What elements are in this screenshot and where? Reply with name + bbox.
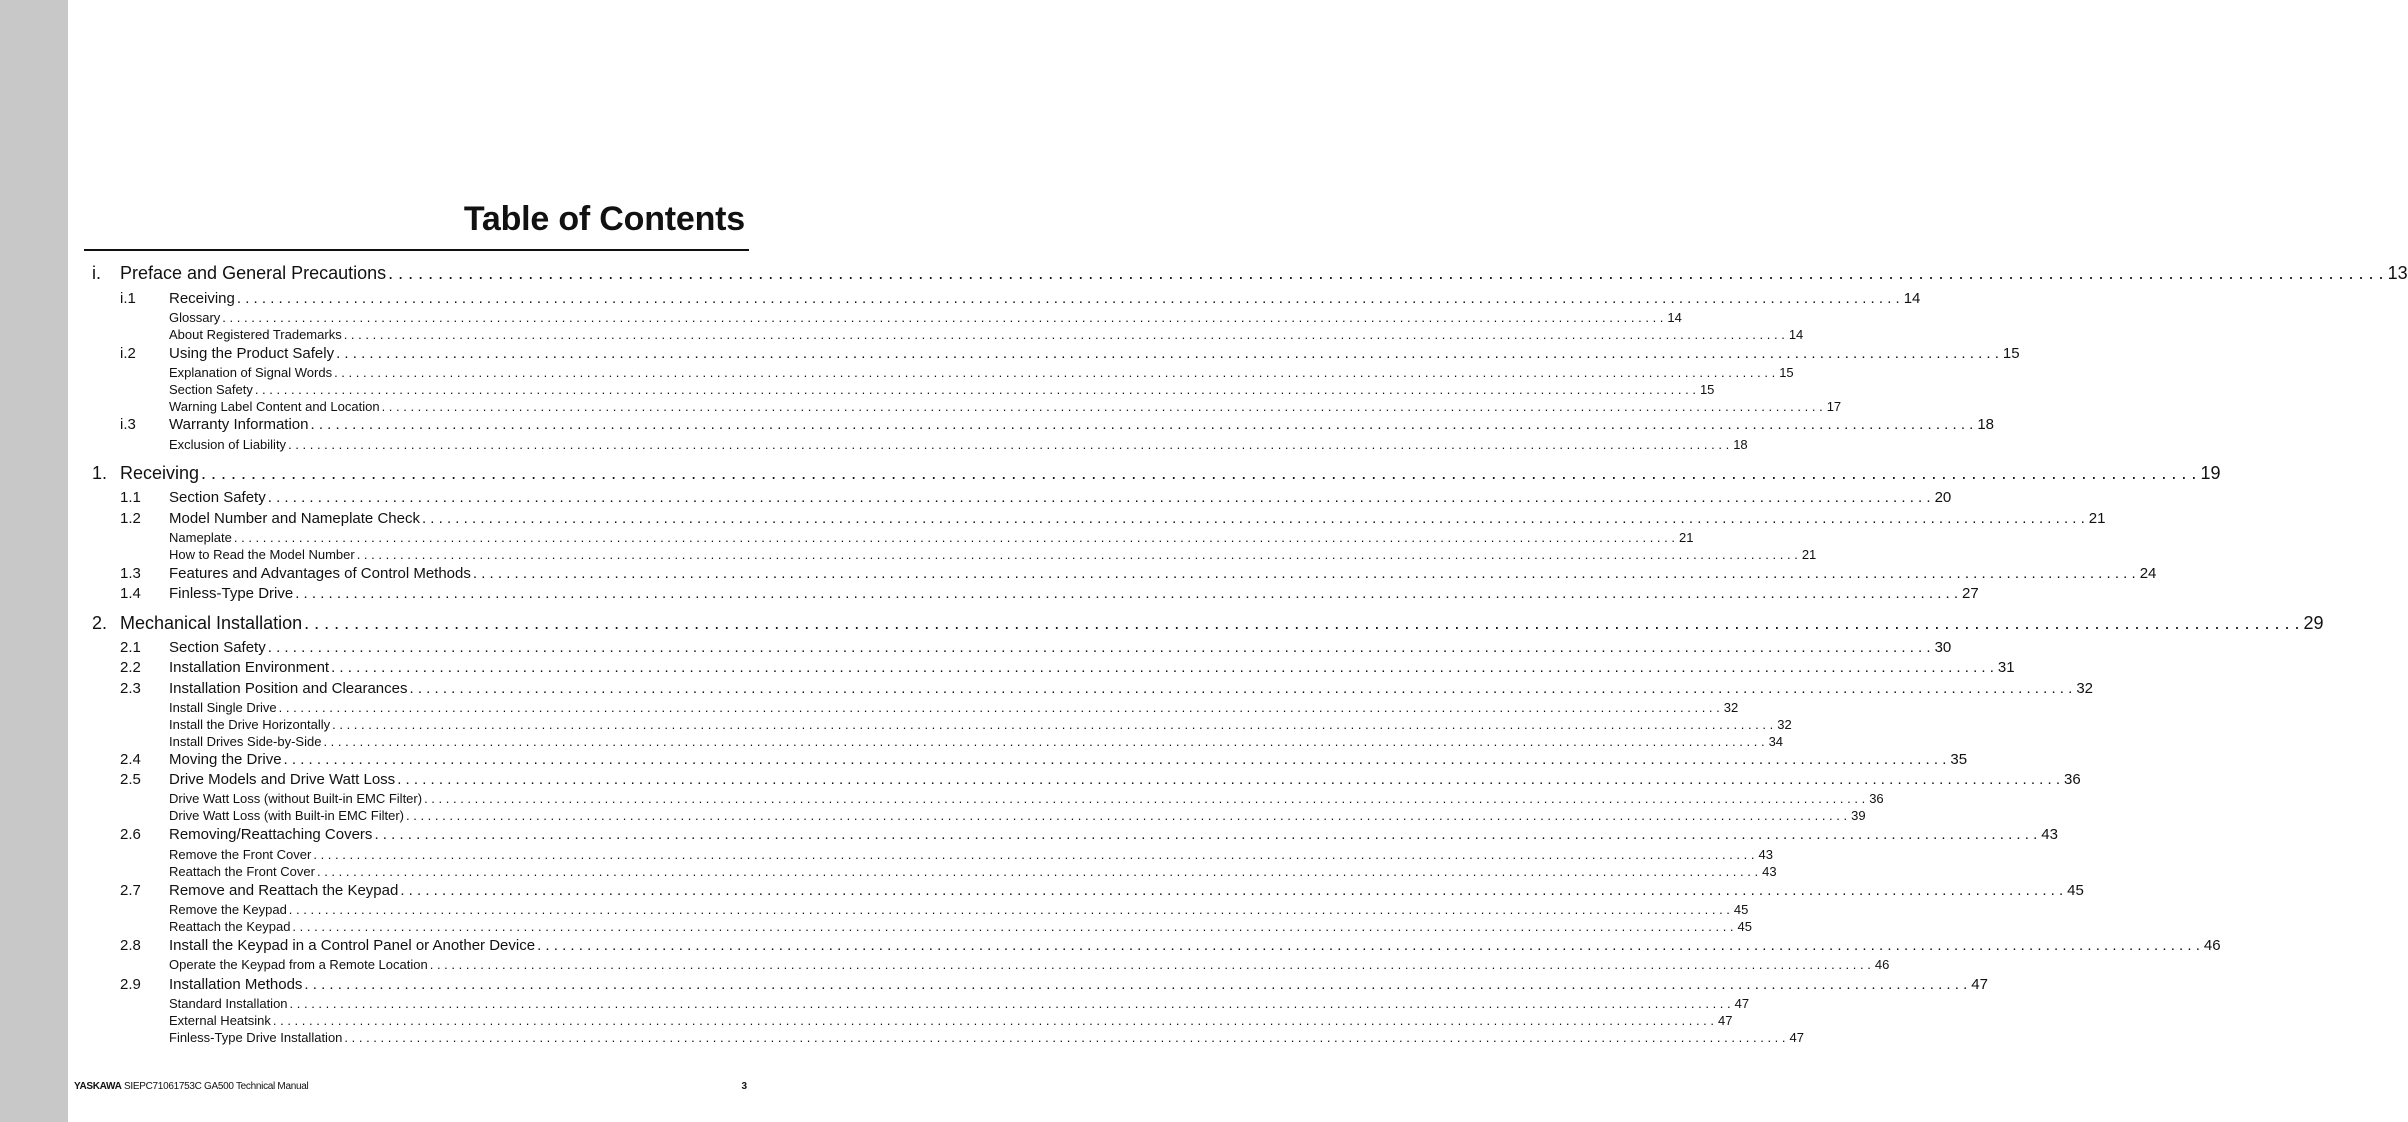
toc-dot-leader: . . . . . . . . . . . . . . . . . . . . . . . . . . . . . . . . . . . . . . . . . . . . . . . . . . . . . . . . . . . . . . . . . . . . . . . . . . . . . . . . . . . . . . . . . . . . . . . . . . . . . . . . . . . . . . . . . . . . . . . . . . . . . . . . . . . . . . . . . . . . . . . . . . . . . . . . . . . . . . . . . . . . . . . . . . . . . . . . . . . . . . . . . . . . . . . . . . . . . . . . [289, 996, 1731, 1011]
toc-dot-leader: . . . . . . . . . . . . . . . . . . . . . . . . . . . . . . . . . . . . . . . . . . . . . . . . . . . . . . . . . . . . . . . . . . . . . . . . . . . . . . . . . . . . . . . . . . . . . . . . . . . . . . . . . . . . . . . . . . . . . . . . . . . . . . . . . . . . . . . . . . . . . . . . . . . . . . . . . . . . . . . . . . . . . . . . . . . . . . . . . . . . . . . . . . . . . . . . . . . . . . . . [304, 613, 2300, 633]
toc-dot-leader: . . . . . . . . . . . . . . . . . . . . . . . . . . . . . . . . . . . . . . . . . . . . . . . . . . . . . . . . . . . . . . . . . . . . . . . . . . . . . . . . . . . . . . . . . . . . . . . . . . . . . . . . . . . . . . . . . . . . . . . . . . . . . . . . . . . . . . . . . . . . . . . . . . . . . . . . . . . . . . . . . . . . . . . . . . . . . . . . . . . . . . . . . . . . . . . . . . . . . . . . [323, 734, 1765, 749]
toc-entry-page: 32 [1777, 717, 1792, 732]
toc-entry-title: Reattach the Front Cover [169, 864, 315, 879]
toc-entry-title: Warning Label Content and Location [169, 399, 380, 414]
toc-entry-title: Section Safety [169, 489, 266, 506]
toc-entry-title: Remove the Keypad [169, 902, 287, 917]
toc-entry[interactable] [0, 957, 1890, 974]
toc-dot-leader: . . . . . . . . . . . . . . . . . . . . . . . . . . . . . . . . . . . . . . . . . . . . . . . . . . . . . . . . . . . . . . . . . . . . . . . . . . . . . . . . . . . . . . . . . . . . . . . . . . . . . . . . . . . . . . . . . . . . . . . . . . . . . . . . . . . . . . . . . . . . . . . . . . . . . . . . . . . . . . . . . . . . . . . . . . . . . . . . . . . . . . . . . . . . . . . . . . . . . . . . [201, 463, 2197, 483]
toc-entry[interactable] [0, 437, 1748, 454]
toc-dot-leader: . . . . . . . . . . . . . . . . . . . . . . . . . . . . . . . . . . . . . . . . . . . . . . . . . . . . . . . . . . . . . . . . . . . . . . . . . . . . . . . . . . . . . . . . . . . . . . . . . . . . . . . . . . . . . . . . . . . . . . . . . . . . . . . . . . . . . . . . . . . . . . . . . . . . . . . . . . . . . . . . . . . . . . . . . . . . . . . . . . . . . . . . . . . . . . . . . . . . . . . . [236, 290, 1900, 307]
toc-entry[interactable] [0, 902, 1749, 919]
toc-entry[interactable] [0, 327, 1804, 344]
toc-entry[interactable] [0, 937, 2221, 957]
toc-entry[interactable] [0, 1030, 1804, 1047]
toc-entry-title: Remove the Front Cover [169, 847, 312, 862]
toc-dot-leader: . . . . . . . . . . . . . . . . . . . . . . . . . . . . . . . . . . . . . . . . . . . . . . . . . . . . . . . . . . . . . . . . . . . . . . . . . . . . . . . . . . . . . . . . . . . . . . . . . . . . . . . . . . . . . . . . . . . . . . . . . . . . . . . . . . . . . . . . . . . . . . . . . . . . . . . . . . . . . . . . . . . . . . . . . . . . . . . . . . . . . . . . . . . . . . . . . . . . . . . . [310, 416, 1974, 433]
toc-dot-leader: . . . . . . . . . . . . . . . . . . . . . . . . . . . . . . . . . . . . . . . . . . . . . . . . . . . . . . . . . . . . . . . . . . . . . . . . . . . . . . . . . . . . . . . . . . . . . . . . . . . . . . . . . . . . . . . . . . . . . . . . . . . . . . . . . . . . . . . . . . . . . . . . . . . . . . . . . . . . . . . . . . . . . . . . . . . . . . . . . . . . . . . . . . . . . . . . . . . . . . . . [254, 382, 1696, 397]
toc-dot-leader: . . . . . . . . . . . . . . . . . . . . . . . . . . . . . . . . . . . . . . . . . . . . . . . . . . . . . . . . . . . . . . . . . . . . . . . . . . . . . . . . . . . . . . . . . . . . . . . . . . . . . . . . . . . . . . . . . . . . . . . . . . . . . . . . . . . . . . . . . . . . . . . . . . . . . . . . . . . . . . . . . . . . . . . . . . . . . . . . . . . . . . . . . . . . . . . . . . . . . . . . [267, 639, 1931, 656]
toc-dot-leader: . . . . . . . . . . . . . . . . . . . . . . . . . . . . . . . . . . . . . . . . . . . . . . . . . . . . . . . . . . . . . . . . . . . . . . . . . . . . . . . . . . . . . . . . . . . . . . . . . . . . . . . . . . . . . . . . . . . . . . . . . . . . . . . . . . . . . . . . . . . . . . . . . . . . . . . . . . . . . . . . . . . . . . . . . . . . . . . . . . . . . . . . . . . . . . . . . . . . . . . . [288, 437, 1730, 452]
toc-dot-leader: . . . . . . . . . . . . . . . . . . . . . . . . . . . . . . . . . . . . . . . . . . . . . . . . . . . . . . . . . . . . . . . . . . . . . . . . . . . . . . . . . . . . . . . . . . . . . . . . . . . . . . . . . . . . . . . . . . . . . . . . . . . . . . . . . . . . . . . . . . . . . . . . . . . . . . . . . . . . . . . . . . . . . . . . . . . . . . . . . . . . . . . . . . . . . . . . . . . . . . . . [316, 864, 1759, 879]
toc-entry[interactable] [0, 734, 1784, 751]
toc-dot-leader: . . . . . . . . . . . . . . . . . . . . . . . . . . . . . . . . . . . . . . . . . . . . . . . . . . . . . . . . . . . . . . . . . . . . . . . . . . . . . . . . . . . . . . . . . . . . . . . . . . . . . . . . . . . . . . . . . . . . . . . . . . . . . . . . . . . . . . . . . . . . . . . . . . . . . . . . . . . . . . . . . . . . . . . . . . . . . . . . . . . . . . . . . . . . . . . . . . . . . . . . [374, 826, 2038, 843]
toc-dot-leader: . . . . . . . . . . . . . . . . . . . . . . . . . . . . . . . . . . . . . . . . . . . . . . . . . . . . . . . . . . . . . . . . . . . . . . . . . . . . . . . . . . . . . . . . . . . . . . . . . . . . . . . . . . . . . . . . . . . . . . . . . . . . . . . . . . . . . . . . . . . . . . . . . . . . . . . . . . . . . . . . . . . . . . . . . . . . . . . . . . . . . . . . . . . . . . . . . . . . . . . . [222, 310, 1664, 325]
toc-entry[interactable] [0, 613, 2324, 637]
page-title: Table of Contents [463, 200, 745, 238]
toc-entry-title: Exclusion of Liability [169, 437, 287, 452]
toc-entry-title: How to Read the Model Number [169, 547, 355, 562]
toc-dot-leader: . . . . . . . . . . . . . . . . . . . . . . . . . . . . . . . . . . . . . . . . . . . . . . . . . . . . . . . . . . . . . . . . . . . . . . . . . . . . . . . . . . . . . . . . . . . . . . . . . . . . . . . . . . . . . . . . . . . . . . . . . . . . . . . . . . . . . . . . . . . . . . . . . . . . . . . . . . . . . . . . . . . . . . . . . . . . . . . . . . . . . . . . . . . . . . . . . . . . . . . . [334, 365, 1776, 380]
toc-entry[interactable] [0, 919, 1753, 936]
toc-entry-title: Finless-Type Drive [169, 585, 294, 602]
toc-entry-title: Installation Environment [169, 659, 330, 676]
toc-entry[interactable] [0, 1013, 1733, 1030]
toc-entry-page: 47 [1789, 1030, 1804, 1045]
toc-entry[interactable] [0, 700, 1739, 717]
toc-entry-title: Glossary [169, 310, 221, 325]
toc-entry-number: 1. [92, 463, 108, 483]
toc-entry-page: 15 [2002, 345, 2020, 362]
footer-manual-name [74, 1081, 308, 1092]
toc-entry-page: 34 [1768, 734, 1784, 749]
toc-entry-page: 35 [1950, 751, 1968, 768]
toc-dot-leader: . . . . . . . . . . . . . . . . . . . . . . . . . . . . . . . . . . . . . . . . . . . . . . . . . . . . . . . . . . . . . . . . . . . . . . . . . . . . . . . . . . . . . . . . . . . . . . . . . . . . . . . . . . . . . . . . . . . . . . . . . . . . . . . . . . . . . . . . . . . . . . . . . . . . . . . . . . . . . . . . . . . . . . . . . . . . . . . . . . . . . . . . . . . . . . . . . . . . . . . . [472, 565, 2136, 582]
toc-dot-leader: . . . . . . . . . . . . . . . . . . . . . . . . . . . . . . . . . . . . . . . . . . . . . . . . . . . . . . . . . . . . . . . . . . . . . . . . . . . . . . . . . . . . . . . . . . . . . . . . . . . . . . . . . . . . . . . . . . . . . . . . . . . . . . . . . . . . . . . . . . . . . . . . . . . . . . . . . . . . . . . . . . . . . . . . . . . . . . . . . . . . . . . . . . . . . . . . . . . . . . . . [278, 700, 1720, 715]
toc-entry-page: 47 [1718, 1013, 1733, 1028]
toc-entry-number: 1.3 [120, 565, 141, 582]
toc-dot-leader: . . . . . . . . . . . . . . . . . . . . . . . . . . . . . . . . . . . . . . . . . . . . . . . . . . . . . . . . . . . . . . . . . . . . . . . . . . . . . . . . . . . . . . . . . . . . . . . . . . . . . . . . . . . . . . . . . . . . . . . . . . . . . . . . . . . . . . . . . . . . . . . . . . . . . . . . . . . . . . . . . . . . . . . . . . . . . . . . . . . . . . . . . . . . . . . . . . . . . . . . [272, 1013, 1715, 1028]
toc-entry-page: 36 [1869, 791, 1884, 806]
toc-entry-number: 2.6 [120, 826, 141, 843]
toc-entry-number: i.2 [120, 345, 136, 362]
toc-dot-leader: . . . . . . . . . . . . . . . . . . . . . . . . . . . . . . . . . . . . . . . . . . . . . . . . . . . . . . . . . . . . . . . . . . . . . . . . . . . . . . . . . . . . . . . . . . . . . . . . . . . . . . . . . . . . . . . . . . . . . . . . . . . . . . . . . . . . . . . . . . . . . . . . . . . . . . . . . . . . . . . . . . . . . . . . . . . . . . . . . . . . . . . . . . . . . . . . . . . . . . . . [429, 957, 1871, 972]
toc-entry[interactable] [0, 530, 1694, 547]
toc-entry[interactable] [0, 826, 2058, 846]
toc-entry-number: 2.3 [120, 680, 141, 697]
toc-dot-leader: . . . . . . . . . . . . . . . . . . . . . . . . . . . . . . . . . . . . . . . . . . . . . . . . . . . . . . . . . . . . . . . . . . . . . . . . . . . . . . . . . . . . . . . . . . . . . . . . . . . . . . . . . . . . . . . . . . . . . . . . . . . . . . . . . . . . . . . . . . . . . . . . . . . . . . . . . . . . . . . . . . . . . . . . . . . . . . . . . . . . . . . . . . . . . . . . . . . . . . . . [381, 399, 1823, 414]
toc-entry-title: Install the Keypad in a Control Panel or Another Device [169, 937, 536, 954]
toc-entry-page: 45 [2067, 882, 2084, 899]
toc-entry-title: Mechanical Installation [120, 613, 303, 633]
toc-entry[interactable] [0, 717, 1792, 734]
toc-entry-title: Install Single Drive [169, 700, 277, 715]
toc-entry-title: Finless-Type Drive Installation [169, 1030, 343, 1045]
toc-entry[interactable] [0, 882, 2084, 902]
toc-dot-leader: . . . . . . . . . . . . . . . . . . . . . . . . . . . . . . . . . . . . . . . . . . . . . . . . . . . . . . . . . . . . . . . . . . . . . . . . . . . . . . . . . . . . . . . . . . . . . . . . . . . . . . . . . . . . . . . . . . . . . . . . . . . . . . . . . . . . . . . . . . . . . . . . . . . . . . . . . . . . . . . . . . . . . . . . . . . . . . . . . . . . . . . . . . . . . . . . . . . . . . . . [421, 510, 2085, 527]
footer-brand: YASKAWA [74, 1081, 122, 1092]
toc-entry[interactable] [0, 808, 1866, 825]
toc-dot-leader: . . . . . . . . . . . . . . . . . . . . . . . . . . . . . . . . . . . . . . . . . . . . . . . . . . . . . . . . . . . . . . . . . . . . . . . . . . . . . . . . . . . . . . . . . . . . . . . . . . . . . . . . . . . . . . . . . . . . . . . . . . . . . . . . . . . . . . . . . . . . . . . . . . . . . . . . . . . . . . . . . . . . . . . . . . . . . . . . . . . . . . . . . . . . . . . . . . . . . . . . [233, 530, 1675, 545]
toc-entry[interactable] [0, 399, 1842, 416]
toc-entry-number: 2.4 [120, 751, 141, 768]
toc-entry-number: 2.5 [120, 771, 141, 788]
toc-entry-number: 2.2 [120, 659, 141, 676]
toc-entry-page: 21 [2088, 510, 2106, 527]
toc-entry[interactable] [0, 463, 2221, 487]
toc-entry-page: 30 [1934, 639, 1952, 656]
toc-entry-page: 31 [1997, 659, 2015, 676]
toc-entry-number: i.3 [120, 416, 136, 433]
toc-entry-page: 39 [1851, 808, 1866, 823]
toc-entry-page: 14 [1903, 290, 1921, 307]
toc-entry-title: Standard Installation [169, 996, 288, 1011]
toc-entry-title: Section Safety [169, 639, 266, 656]
toc-entry[interactable] [0, 290, 1921, 310]
footer-page-number: 3 [741, 1081, 747, 1092]
toc-entry-title: Features and Advantages of Control Methods [169, 565, 471, 582]
toc-entry-title: Installation Methods [169, 976, 303, 993]
toc-entry-page: 18 [1733, 437, 1748, 452]
toc-entry-page: 27 [1962, 585, 1979, 602]
toc-entry-number: 1.4 [120, 585, 141, 602]
toc-entry-page: 21 [1679, 530, 1694, 545]
toc-entry-page: 45 [1737, 919, 1753, 934]
toc-entry-title: Drive Models and Drive Watt Loss [169, 771, 396, 788]
toc-entry-page: 14 [1788, 327, 1804, 342]
toc-entry[interactable] [0, 585, 1979, 605]
toc-entry-number: 1.2 [120, 510, 141, 527]
toc-entry[interactable] [0, 510, 2106, 530]
toc-entry[interactable] [0, 639, 1952, 659]
toc-entry-number: i. [92, 263, 101, 283]
toc-entry-title: Reattach the Keypad [169, 919, 291, 934]
toc-entry-page: 46 [1874, 957, 1890, 972]
toc-entry[interactable] [0, 310, 1682, 327]
toc-entry[interactable] [0, 771, 2081, 791]
toc-entry-title: Using the Product Safely [169, 345, 335, 362]
toc-entry-title: Preface and General Precautions [120, 263, 387, 283]
toc-dot-leader: . . . . . . . . . . . . . . . . . . . . . . . . . . . . . . . . . . . . . . . . . . . . . . . . . . . . . . . . . . . . . . . . . . . . . . . . . . . . . . . . . . . . . . . . . . . . . . . . . . . . . . . . . . . . . . . . . . . . . . . . . . . . . . . . . . . . . . . . . . . . . . . . . . . . . . . . . . . . . . . . . . . . . . . . . . . . . . . . . . . . . . . . . . . . . . . . . . . . . . . . [332, 717, 1774, 732]
toc-entry[interactable] [0, 565, 2157, 585]
toc-entry-number: 2.8 [120, 937, 141, 954]
toc-entry-title: Moving the Drive [169, 751, 282, 768]
toc-entry[interactable] [0, 791, 1884, 808]
toc-dot-leader: . . . . . . . . . . . . . . . . . . . . . . . . . . . . . . . . . . . . . . . . . . . . . . . . . . . . . . . . . . . . . . . . . . . . . . . . . . . . . . . . . . . . . . . . . . . . . . . . . . . . . . . . . . . . . . . . . . . . . . . . . . . . . . . . . . . . . . . . . . . . . . . . . . . . . . . . . . . . . . . . . . . . . . . . . . . . . . . . . . . . . . . . . . . . . . . . . . . . . . . . [344, 1030, 1786, 1045]
toc-entry[interactable] [0, 263, 2408, 287]
toc-entry-page: 15 [1699, 382, 1715, 397]
toc-entry[interactable] [0, 659, 2015, 679]
toc-entry[interactable] [0, 864, 1777, 881]
toc-entry-page: 36 [2064, 771, 2081, 788]
toc-entry[interactable] [0, 996, 1750, 1013]
toc-entry-page: 14 [1667, 310, 1682, 325]
toc-dot-leader: . . . . . . . . . . . . . . . . . . . . . . . . . . . . . . . . . . . . . . . . . . . . . . . . . . . . . . . . . . . . . . . . . . . . . . . . . . . . . . . . . . . . . . . . . . . . . . . . . . . . . . . . . . . . . . . . . . . . . . . . . . . . . . . . . . . . . . . . . . . . . . . . . . . . . . . . . . . . . . . . . . . . . . . . . . . . . . . . . . . . . . . . . . . . . . . . . . . . . . . . [356, 547, 1798, 562]
toc-entry-page: 21 [1801, 547, 1817, 562]
toc-entry-title: Installation Position and Clearances [169, 680, 408, 697]
toc-entry[interactable] [0, 416, 1995, 436]
toc-entry-title: Drive Watt Loss (with Built-in EMC Filter) [169, 808, 404, 823]
toc-dot-leader: . . . . . . . . . . . . . . . . . . . . . . . . . . . . . . . . . . . . . . . . . . . . . . . . . . . . . . . . . . . . . . . . . . . . . . . . . . . . . . . . . . . . . . . . . . . . . . . . . . . . . . . . . . . . . . . . . . . . . . . . . . . . . . . . . . . . . . . . . . . . . . . . . . . . . . . . . . . . . . . . . . . . . . . . . . . . . . . . . . . . . . . . . . . . . . . . . . . . . . . . [283, 751, 1947, 768]
toc-entry[interactable] [0, 847, 1773, 864]
toc-entry[interactable] [0, 345, 2020, 365]
toc-entry-page: 47 [1971, 976, 1988, 993]
toc-entry-page: 29 [2303, 613, 2324, 633]
toc-entry-title: Install Drives Side-by-Side [169, 734, 322, 749]
toc-dot-leader: . . . . . . . . . . . . . . . . . . . . . . . . . . . . . . . . . . . . . . . . . . . . . . . . . . . . . . . . . . . . . . . . . . . . . . . . . . . . . . . . . . . . . . . . . . . . . . . . . . . . . . . . . . . . . . . . . . . . . . . . . . . . . . . . . . . . . . . . . . . . . . . . . . . . . . . . . . . . . . . . . . . . . . . . . . . . . . . . . . . . . . . . . . . . . . . . . . . . . . . . [336, 345, 1999, 362]
toc-entry-title: Removing/Reattaching Covers [169, 826, 373, 843]
toc-entry[interactable] [0, 751, 1968, 771]
toc-entry-page: 45 [1733, 902, 1749, 917]
toc-entry-title: Section Safety [169, 382, 253, 397]
toc-entry-page: 17 [1826, 399, 1842, 414]
toc-entry[interactable] [0, 547, 1817, 564]
toc-entry-title: Operate the Keypad from a Remote Location [169, 957, 428, 972]
toc-entry-number: 1.1 [120, 489, 141, 506]
toc-dot-leader: . . . . . . . . . . . . . . . . . . . . . . . . . . . . . . . . . . . . . . . . . . . . . . . . . . . . . . . . . . . . . . . . . . . . . . . . . . . . . . . . . . . . . . . . . . . . . . . . . . . . . . . . . . . . . . . . . . . . . . . . . . . . . . . . . . . . . . . . . . . . . . . . . . . . . . . . . . . . . . . . . . . . . . . . . . . . . . . . . . . . . . . . . . . . . . . . . . . . . . . . [406, 808, 1848, 823]
toc-entry[interactable] [0, 382, 1715, 399]
toc-entry[interactable] [0, 680, 2093, 700]
toc-entry-page: 43 [2041, 826, 2058, 843]
toc-dot-leader: . . . . . . . . . . . . . . . . . . . . . . . . . . . . . . . . . . . . . . . . . . . . . . . . . . . . . . . . . . . . . . . . . . . . . . . . . . . . . . . . . . . . . . . . . . . . . . . . . . . . . . . . . . . . . . . . . . . . . . . . . . . . . . . . . . . . . . . . . . . . . . . . . . . . . . . . . . . . . . . . . . . . . . . . . . . . . . . . . . . . . . . . . . . . . . . . . . . . . . . . [424, 791, 1866, 806]
toc-entry-title: Model Number and Nameplate Check [169, 510, 420, 527]
toc-entry-page: 32 [2076, 680, 2093, 697]
toc-dot-leader: . . . . . . . . . . . . . . . . . . . . . . . . . . . . . . . . . . . . . . . . . . . . . . . . . . . . . . . . . . . . . . . . . . . . . . . . . . . . . . . . . . . . . . . . . . . . . . . . . . . . . . . . . . . . . . . . . . . . . . . . . . . . . . . . . . . . . . . . . . . . . . . . . . . . . . . . . . . . . . . . . . . . . . . . . . . . . . . . . . . . . . . . . . . . . . . . . . . . . . . . [400, 882, 2064, 899]
toc-entry-page: 20 [1934, 489, 1952, 506]
toc-entry-page: 43 [1758, 847, 1773, 862]
toc-entry-page: 24 [2139, 565, 2157, 582]
toc-dot-leader: . . . . . . . . . . . . . . . . . . . . . . . . . . . . . . . . . . . . . . . . . . . . . . . . . . . . . . . . . . . . . . . . . . . . . . . . . . . . . . . . . . . . . . . . . . . . . . . . . . . . . . . . . . . . . . . . . . . . . . . . . . . . . . . . . . . . . . . . . . . . . . . . . . . . . . . . . . . . . . . . . . . . . . . . . . . . . . . . . . . . . . . . . . . . . . . . . . . . . . . . [388, 263, 2384, 283]
toc-dot-leader: . . . . . . . . . . . . . . . . . . . . . . . . . . . . . . . . . . . . . . . . . . . . . . . . . . . . . . . . . . . . . . . . . . . . . . . . . . . . . . . . . . . . . . . . . . . . . . . . . . . . . . . . . . . . . . . . . . . . . . . . . . . . . . . . . . . . . . . . . . . . . . . . . . . . . . . . . . . . . . . . . . . . . . . . . . . . . . . . . . . . . . . . . . . . . . . . . . . . . . . . [267, 489, 1931, 506]
toc-entry-title: Explanation of Signal Words [169, 365, 333, 380]
toc-entry-title: Nameplate [169, 530, 232, 545]
toc-entry-page: 19 [2200, 463, 2221, 483]
toc-entry-number: 2.1 [120, 639, 141, 656]
toc-entry-page: 13 [2387, 263, 2408, 283]
toc-entry-title: About Registered Trademarks [169, 327, 342, 342]
toc-dot-leader: . . . . . . . . . . . . . . . . . . . . . . . . . . . . . . . . . . . . . . . . . . . . . . . . . . . . . . . . . . . . . . . . . . . . . . . . . . . . . . . . . . . . . . . . . . . . . . . . . . . . . . . . . . . . . . . . . . . . . . . . . . . . . . . . . . . . . . . . . . . . . . . . . . . . . . . . . . . . . . . . . . . . . . . . . . . . . . . . . . . . . . . . . . . . . . . . . . . . . . . . [409, 680, 2073, 697]
toc-dot-leader: . . . . . . . . . . . . . . . . . . . . . . . . . . . . . . . . . . . . . . . . . . . . . . . . . . . . . . . . . . . . . . . . . . . . . . . . . . . . . . . . . . . . . . . . . . . . . . . . . . . . . . . . . . . . . . . . . . . . . . . . . . . . . . . . . . . . . . . . . . . . . . . . . . . . . . . . . . . . . . . . . . . . . . . . . . . . . . . . . . . . . . . . . . . . . . . . . . . . . . . . [304, 976, 1968, 993]
toc-dot-leader: . . . . . . . . . . . . . . . . . . . . . . . . . . . . . . . . . . . . . . . . . . . . . . . . . . . . . . . . . . . . . . . . . . . . . . . . . . . . . . . . . . . . . . . . . . . . . . . . . . . . . . . . . . . . . . . . . . . . . . . . . . . . . . . . . . . . . . . . . . . . . . . . . . . . . . . . . . . . . . . . . . . . . . . . . . . . . . . . . . . . . . . . . . . . . . . . . . . . . . . . [331, 659, 1994, 676]
toc-dot-leader: . . . . . . . . . . . . . . . . . . . . . . . . . . . . . . . . . . . . . . . . . . . . . . . . . . . . . . . . . . . . . . . . . . . . . . . . . . . . . . . . . . . . . . . . . . . . . . . . . . . . . . . . . . . . . . . . . . . . . . . . . . . . . . . . . . . . . . . . . . . . . . . . . . . . . . . . . . . . . . . . . . . . . . . . . . . . . . . . . . . . . . . . . . . . . . . . . . . . . . . . [397, 771, 2061, 788]
toc-dot-leader: . . . . . . . . . . . . . . . . . . . . . . . . . . . . . . . . . . . . . . . . . . . . . . . . . . . . . . . . . . . . . . . . . . . . . . . . . . . . . . . . . . . . . . . . . . . . . . . . . . . . . . . . . . . . . . . . . . . . . . . . . . . . . . . . . . . . . . . . . . . . . . . . . . . . . . . . . . . . . . . . . . . . . . . . . . . . . . . . . . . . . . . . . . . . . . . . . . . . . . . . [537, 937, 2200, 954]
toc-entry-number: 2.9 [120, 976, 141, 993]
toc-dot-leader: . . . . . . . . . . . . . . . . . . . . . . . . . . . . . . . . . . . . . . . . . . . . . . . . . . . . . . . . . . . . . . . . . . . . . . . . . . . . . . . . . . . . . . . . . . . . . . . . . . . . . . . . . . . . . . . . . . . . . . . . . . . . . . . . . . . . . . . . . . . . . . . . . . . . . . . . . . . . . . . . . . . . . . . . . . . . . . . . . . . . . . . . . . . . . . . . . . . . . . . . [292, 919, 1734, 934]
toc-dot-leader: . . . . . . . . . . . . . . . . . . . . . . . . . . . . . . . . . . . . . . . . . . . . . . . . . . . . . . . . . . . . . . . . . . . . . . . . . . . . . . . . . . . . . . . . . . . . . . . . . . . . . . . . . . . . . . . . . . . . . . . . . . . . . . . . . . . . . . . . . . . . . . . . . . . . . . . . . . . . . . . . . . . . . . . . . . . . . . . . . . . . . . . . . . . . . . . . . . . . . . . . [288, 902, 1730, 917]
toc-entry-page: 46 [2203, 937, 2221, 954]
toc-dot-leader: . . . . . . . . . . . . . . . . . . . . . . . . . . . . . . . . . . . . . . . . . . . . . . . . . . . . . . . . . . . . . . . . . . . . . . . . . . . . . . . . . . . . . . . . . . . . . . . . . . . . . . . . . . . . . . . . . . . . . . . . . . . . . . . . . . . . . . . . . . . . . . . . . . . . . . . . . . . . . . . . . . . . . . . . . . . . . . . . . . . . . . . . . . . . . . . . . . . . . . . . [313, 847, 1755, 862]
toc-entry-title: Drive Watt Loss (without Built-in EMC Filter) [169, 791, 423, 806]
toc-entry-number: 2. [92, 613, 108, 633]
toc-entry-title: Receiving [169, 290, 235, 307]
toc-entry-page: 32 [1723, 700, 1739, 715]
toc-entry-page: 47 [1734, 996, 1750, 1011]
toc-entry[interactable] [0, 365, 1794, 382]
toc-dot-leader: . . . . . . . . . . . . . . . . . . . . . . . . . . . . . . . . . . . . . . . . . . . . . . . . . . . . . . . . . . . . . . . . . . . . . . . . . . . . . . . . . . . . . . . . . . . . . . . . . . . . . . . . . . . . . . . . . . . . . . . . . . . . . . . . . . . . . . . . . . . . . . . . . . . . . . . . . . . . . . . . . . . . . . . . . . . . . . . . . . . . . . . . . . . . . . . . . . . . . . . . [295, 585, 1959, 602]
toc-dot-leader: . . . . . . . . . . . . . . . . . . . . . . . . . . . . . . . . . . . . . . . . . . . . . . . . . . . . . . . . . . . . . . . . . . . . . . . . . . . . . . . . . . . . . . . . . . . . . . . . . . . . . . . . . . . . . . . . . . . . . . . . . . . . . . . . . . . . . . . . . . . . . . . . . . . . . . . . . . . . . . . . . . . . . . . . . . . . . . . . . . . . . . . . . . . . . . . . . . . . . . . . [343, 327, 1785, 342]
toc-entry[interactable] [0, 976, 1988, 996]
footer-manual: SIEPC71061753C GA500 Technical Manual [124, 1081, 309, 1092]
toc-entry-title: Remove and Reattach the Keypad [169, 882, 399, 899]
toc-entry-title: Receiving [120, 463, 200, 483]
toc-entry-page: 15 [1779, 365, 1794, 380]
toc-entry-title: Warranty Information [169, 416, 309, 433]
toc-entry-page: 43 [1762, 864, 1777, 879]
toc-entry-title: Install the Drive Horizontally [169, 717, 331, 732]
toc-entry-number: 2.7 [120, 882, 141, 899]
toc-entry-title: External Heatsink [169, 1013, 271, 1028]
toc-entry[interactable] [0, 489, 1952, 509]
toc-entry-number: i.1 [120, 290, 136, 307]
toc-entry-page: 18 [1977, 416, 1995, 433]
